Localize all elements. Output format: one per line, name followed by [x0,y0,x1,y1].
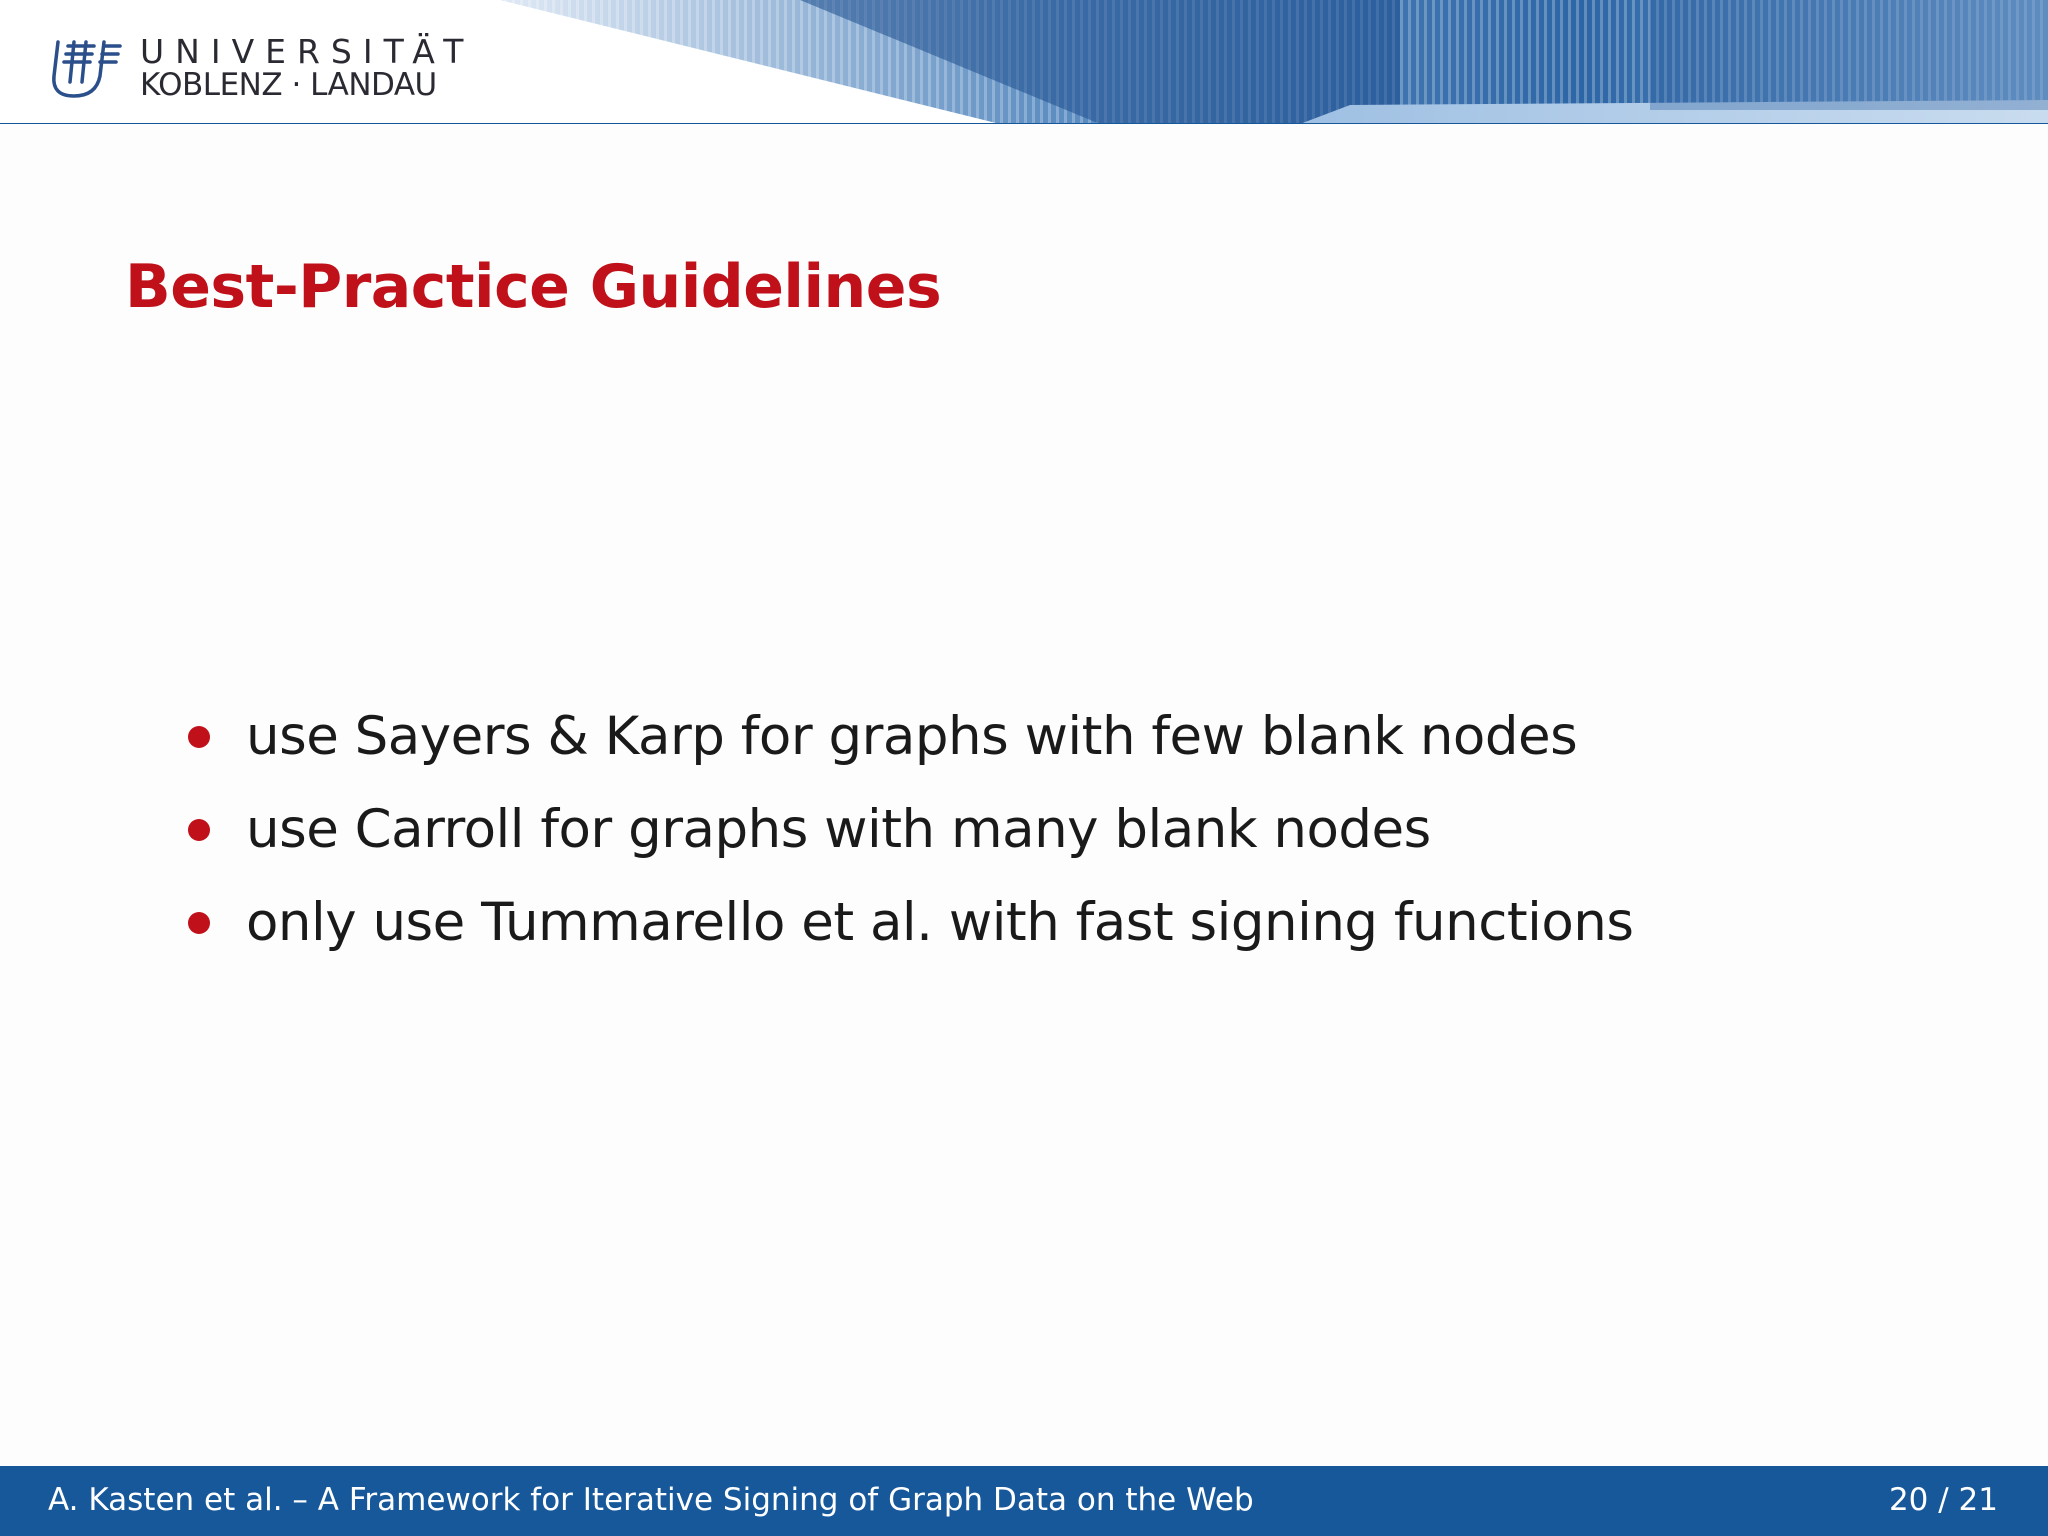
header [0,0,2048,124]
university-logo-mark-icon [44,36,124,102]
university-logo [44,32,475,104]
bullet-dot-icon [188,912,210,934]
bullet-text: use Sayers & Karp for graphs with few blank nodes [246,706,1578,767]
bullet-item [180,783,1634,876]
bullet-dot-icon [188,819,210,841]
university-name-line1: UNIVERSITÄT [140,32,475,71]
bullet-dot-icon [188,726,210,748]
footer [0,1466,2048,1536]
section-navigation-bar [0,123,2048,124]
footer-citation: A. Kasten et al. – A Framework for Iterative Signing of Graph Data on the Web [48,1482,1254,1518]
slide-title: Best-Practice Guidelines [125,252,942,322]
bullet-item [180,690,1634,783]
university-name-line2: KOBLENZ · LANDAU [140,67,437,103]
bullet-list [180,690,1634,969]
bullet-text: use Carroll for graphs with many blank nodes [246,799,1431,860]
page-number: 20 / 21 [1888,1482,1998,1518]
bullet-item [180,876,1634,969]
bullet-text: only use Tummarello et al. with fast signing functions [246,892,1634,953]
